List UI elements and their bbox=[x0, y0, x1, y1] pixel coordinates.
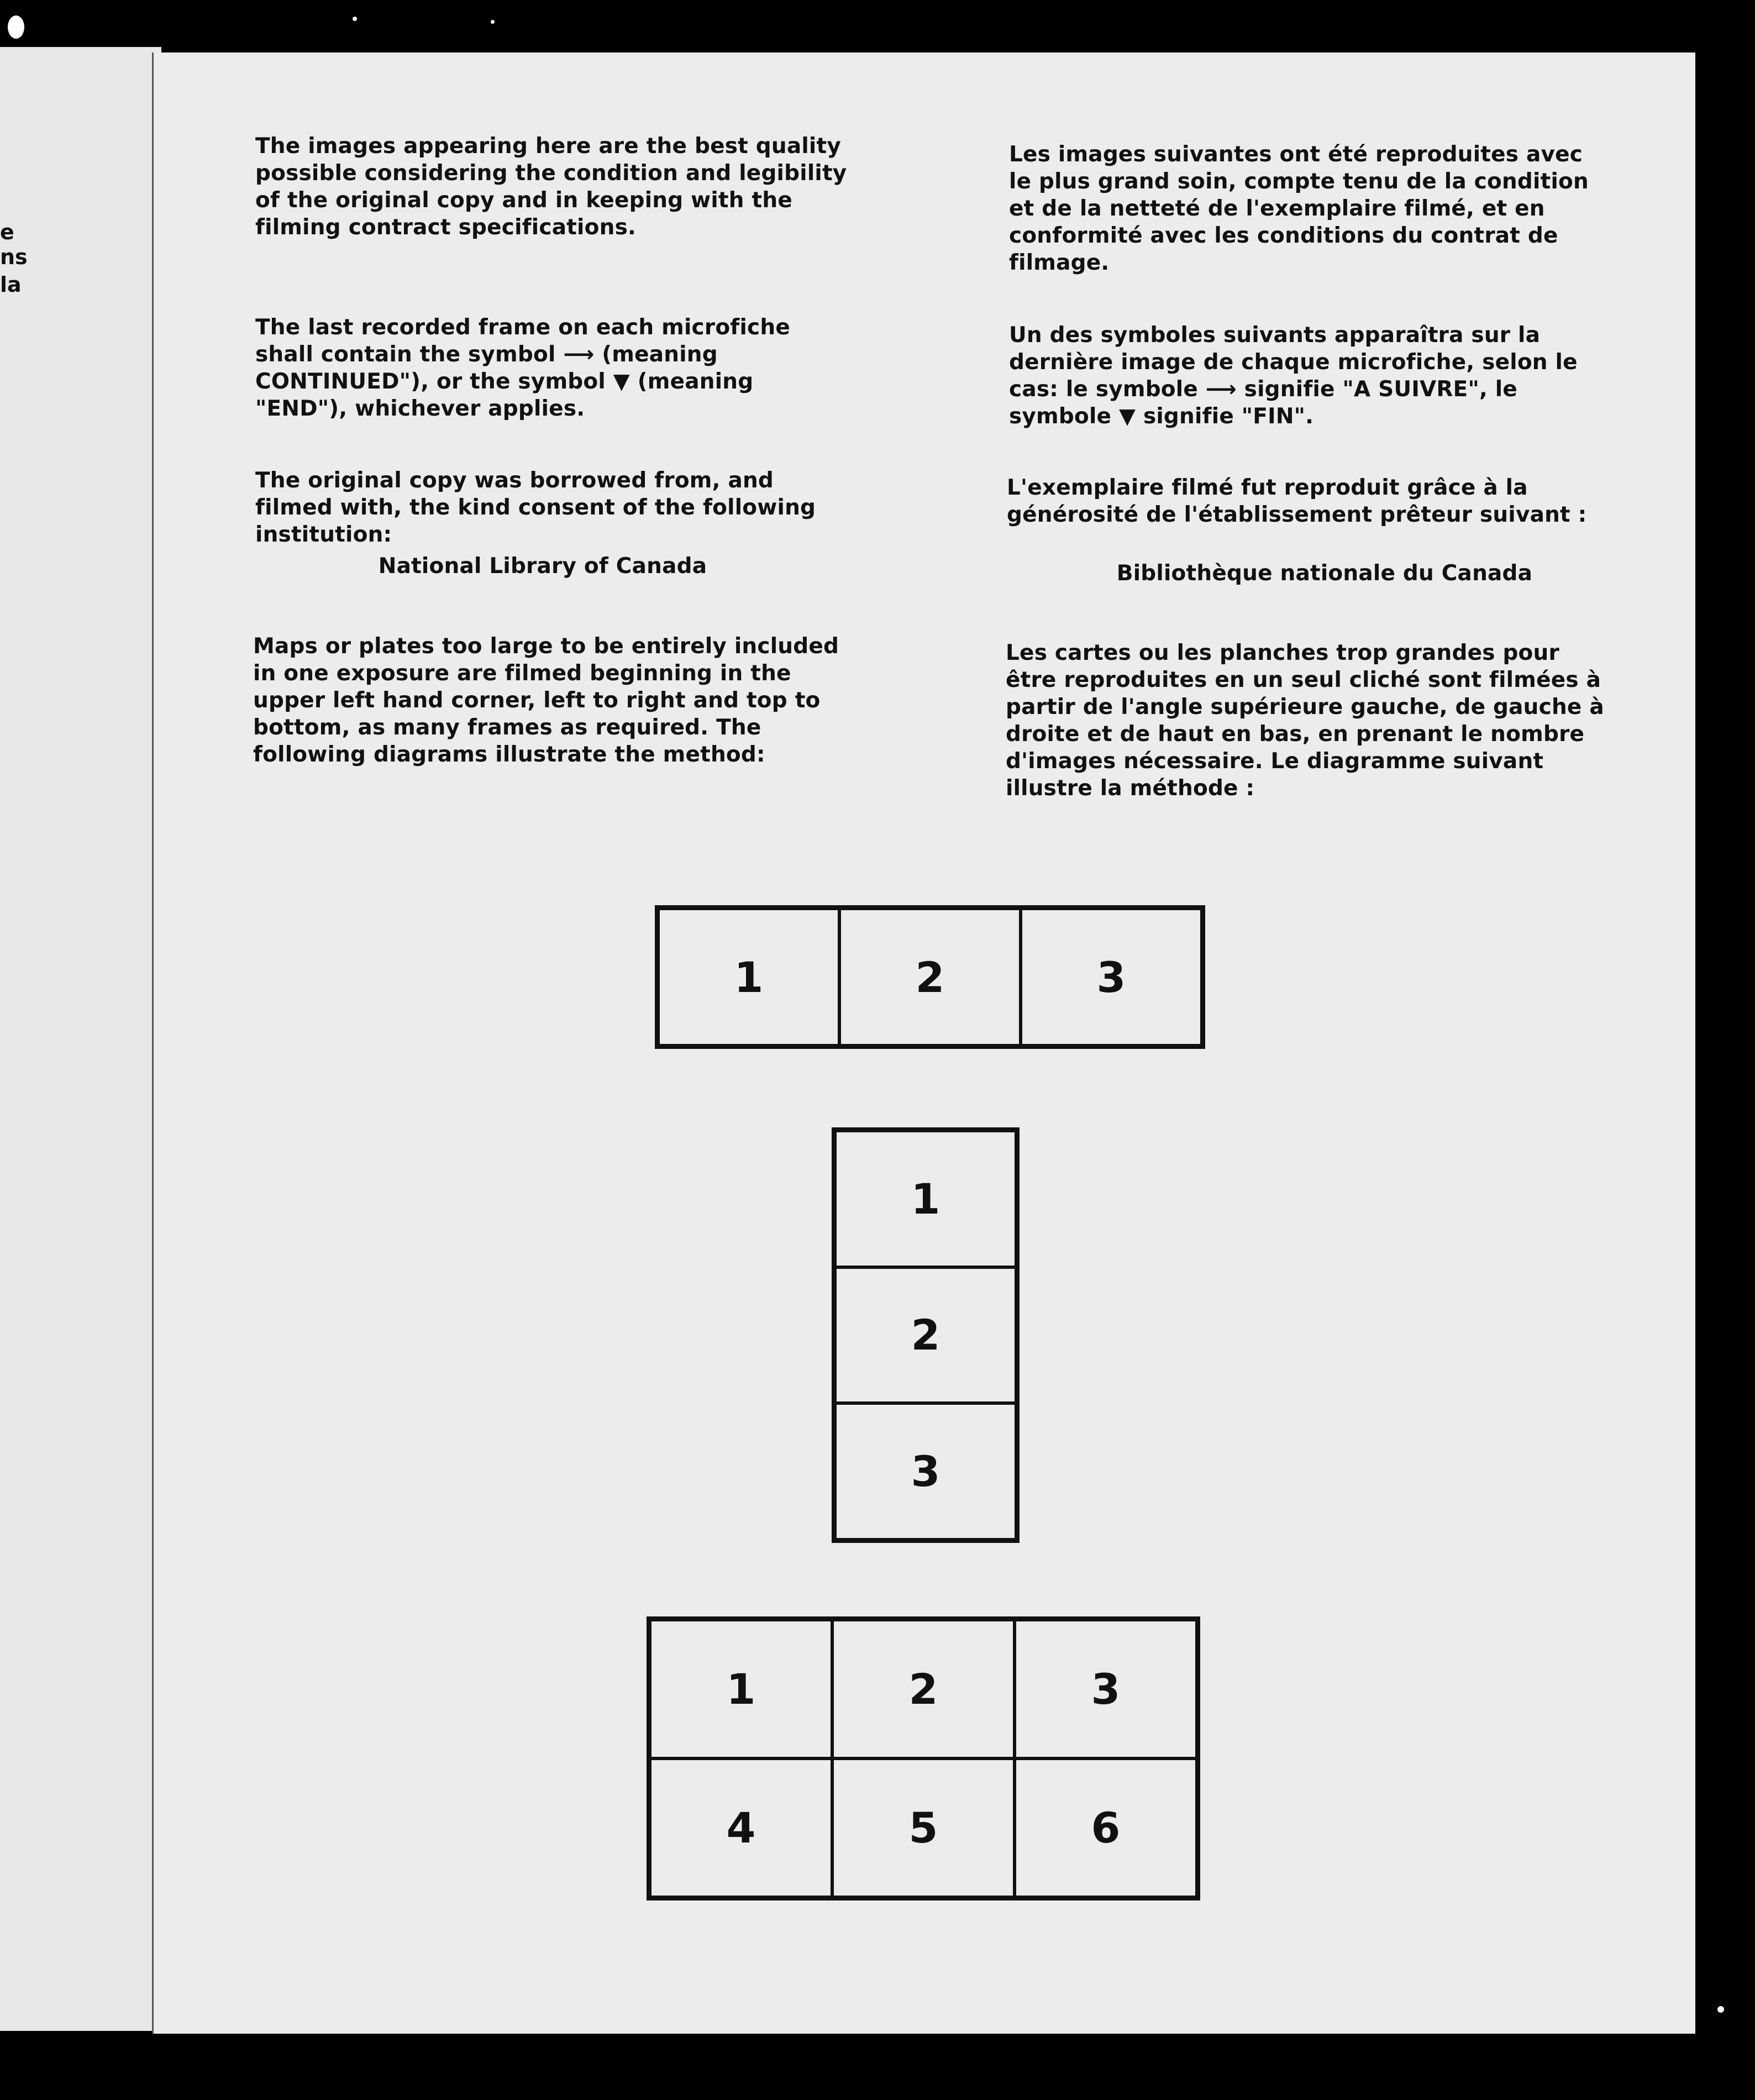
frame-cell: 1 bbox=[650, 1620, 832, 1758]
english-consent-paragraph: The original copy was borrowed from, and filmed with, the kind consent of the following institution: bbox=[255, 468, 816, 547]
french-institution: Bibliothèque nationale du Canada bbox=[1116, 561, 1533, 586]
diagram-horizontal bbox=[655, 905, 1205, 1049]
scan-speck bbox=[491, 20, 495, 24]
frame-cell: 2 bbox=[839, 909, 1021, 1046]
left-page-fragment bbox=[0, 47, 161, 2031]
scan-speck bbox=[1717, 2006, 1724, 2013]
edge-text-2: ns bbox=[0, 245, 28, 269]
diagram-vertical bbox=[832, 1127, 1020, 1543]
english-symbol-paragraph: The last recorded frame on each microfiche shall contain the symbol ⟶ (meaning CONTINUED"), or the symbol ▼ (meaning "END"), whichever applies. bbox=[255, 315, 790, 421]
frame-cell: 1 bbox=[835, 1131, 1016, 1267]
frame-cell: 5 bbox=[832, 1758, 1015, 1897]
diagram-grid bbox=[647, 1616, 1200, 1901]
english-maps-paragraph: Maps or plates too large to be entirely included in one exposure are filmed beginning in the upper left hand corner, left to right and top to bottom, as many frames as required. The following diagrams illustrate the method: bbox=[253, 634, 839, 767]
french-quality-paragraph: Les images suivantes ont été reproduites avec le plus grand soin, compte tenu de la condition et de la netteté de l'exemplaire filmé, et en conformité avec les conditions du contrat de filmage. bbox=[1009, 142, 1589, 275]
frame-cell: 3 bbox=[835, 1403, 1016, 1540]
frame-cell: 6 bbox=[1015, 1758, 1197, 1897]
french-symbol-paragraph: Un des symboles suivants apparaîtra sur la dernière image de chaque microfiche, selon le cas: le symbole ⟶ signifie "A SUIVRE", le symbole ▼ signifie "FIN". bbox=[1009, 323, 1578, 429]
scan-speck bbox=[8, 15, 24, 39]
frame-cell: 4 bbox=[650, 1758, 832, 1897]
frame-cell: 2 bbox=[832, 1620, 1015, 1758]
frame-cell: 3 bbox=[1021, 909, 1202, 1046]
french-consent-paragraph: L'exemplaire filmé fut reproduit grâce à la générosité de l'établissement prêteur suivant : bbox=[1007, 475, 1587, 527]
edge-text-1: e bbox=[0, 220, 14, 244]
scan-speck bbox=[353, 17, 357, 21]
edge-text-3: la bbox=[0, 272, 22, 297]
frame-cell: 2 bbox=[835, 1267, 1016, 1404]
frame-cell: 3 bbox=[1015, 1620, 1197, 1758]
frame-cell: 1 bbox=[658, 909, 839, 1046]
french-maps-paragraph: Les cartes ou les planches trop grandes pour être reproduites en un seul cliché sont filmées à partir de l'angle supérieure gauche, de gauche à droite et de haut en bas, en prenant le nombre d'images nécessaire. Le diagramme suivant illustre la méthode : bbox=[1006, 641, 1604, 801]
english-institution: National Library of Canada bbox=[378, 554, 707, 579]
english-quality-paragraph: The images appearing here are the best quality possible considering the condition and legibility of the original copy and in keeping with the filming contract specifications. bbox=[255, 134, 847, 240]
